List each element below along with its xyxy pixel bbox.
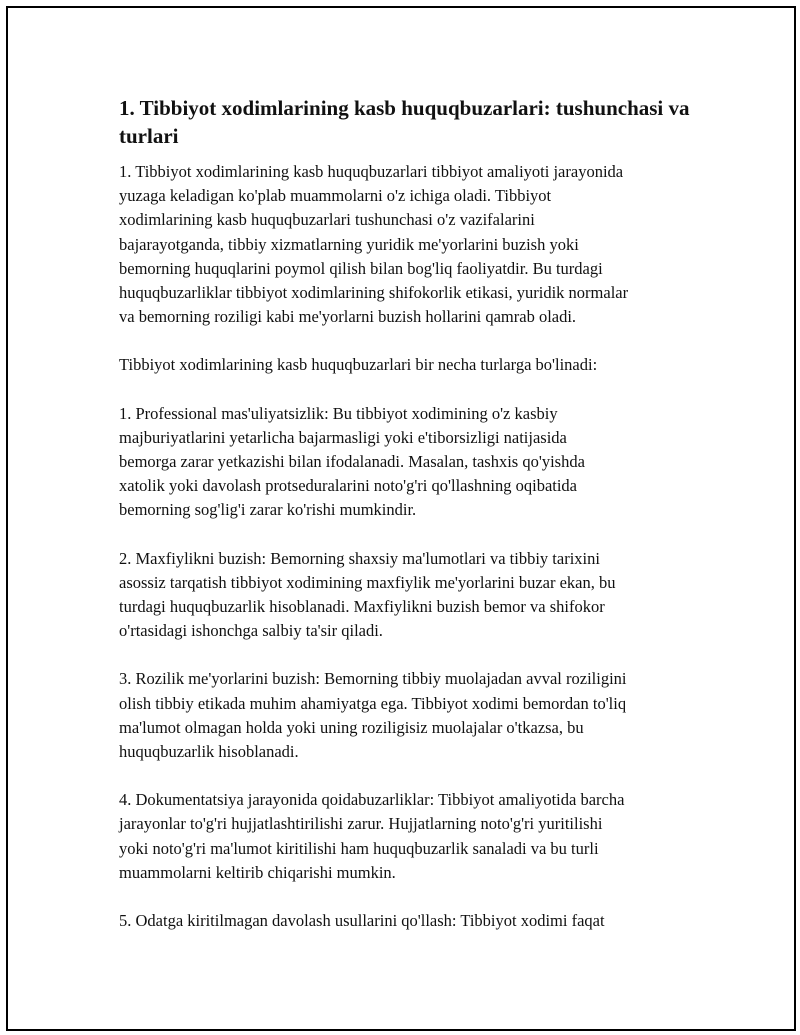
paragraph-type-4 — [119, 788, 699, 885]
paragraph-type-2 — [119, 547, 699, 644]
paragraph-type-3 — [119, 667, 699, 764]
text-line: Tibbiyot xodimlarining kasb huquqbuzarlari bir necha turlarga bo'linadi: — [119, 355, 598, 375]
text-line: bemorning huquqlarini poymol qilish bilan bog'liq faoliyatdir. Bu turdagi — [119, 258, 603, 278]
text-line: yuzaga keladigan ko'plab muammolarni o'z ichiga oladi. Tibbiyot — [119, 186, 552, 206]
text-line: ma'lumot olmagan holda yoki uning roziligisiz muolajalar o'tkazsa, bu — [119, 717, 584, 737]
title-line: va turlari — [119, 96, 690, 148]
text-line: yoki noto'g'ri ma'lumot kiritilishi ham huquqbuzarlik sanaladi va bu turli — [119, 838, 599, 858]
text-line: bajarayotganda, tibbiy xizmatlarning yuridik me'yorlarini buzish yoki — [119, 234, 579, 254]
text-line: turdagi huquqbuzarlik hisoblanadi. Maxfiylikni buzish bemor va shifokor — [119, 597, 605, 617]
text-line: muammolarni keltirib chiqarishi mumkin. — [119, 862, 396, 882]
text-line: majburiyatlarini yetarlicha bajarmasligi yoki e'tiborsizligi natijasida — [119, 427, 567, 447]
text-line: 3. Rozilik me'yorlarini buzish: Bemorning tibbiy muolajadan avval roziligini — [119, 669, 627, 689]
text-line: bemorning sog'lig'i zarar ko'rishi mumkindir. — [119, 500, 417, 520]
document-body — [119, 94, 699, 957]
text-line: o'rtasidagi ishonchga salbiy ta'sir qiladi. — [119, 621, 383, 641]
paragraph-intro — [119, 160, 699, 329]
text-line: xatolik yoki davolash protseduralarini noto'g'ri qo'llashning oqibatida — [119, 476, 578, 496]
paragraph-types-intro — [119, 353, 699, 377]
paragraph-type-1 — [119, 402, 699, 523]
text-line: 1. Tibbiyot xodimlarining kasb huquqbuzarlari tibbiyot amaliyoti jarayonida — [119, 162, 624, 181]
title-line: 1. Tibbiyot xodimlarining kasb huquqbuzarlari: tushunchasi — [119, 96, 664, 120]
text-line: xodimlarining kasb huquqbuzarlari tushunchasi o'z vazifalarini — [119, 210, 535, 230]
document-title — [119, 94, 699, 150]
text-line: huquqbuzarlik hisoblanadi. — [119, 742, 299, 762]
text-line: jarayonlar to'g'ri hujjatlashtirilishi zarur. Hujjatlarning noto'g'ri yuritilishi — [119, 814, 603, 834]
text-line: 2. Maxfiylikni buzish: Bemorning shaxsiy ma'lumotlari va tibbiy tarixini — [119, 548, 600, 568]
text-line: 5. Odatga kiritilmagan davolash usullarini qo'llash: Tibbiyot xodimi faqat — [119, 911, 605, 931]
paragraph-type-5 — [119, 909, 699, 933]
text-line: huquqbuzarliklar tibbiyot xodimlarining shifokorlik etikasi, yuridik normalar — [119, 283, 629, 303]
text-line: bemorga zarar yetkazishi bilan ifodalanadi. Masalan, tashxis qo'yishda — [119, 452, 585, 472]
text-line: va bemorning roziligi kabi me'yorlarni buzish hollarini qamrab oladi. — [119, 307, 577, 327]
text-line: olish tibbiy etikada muhim ahamiyatga ega. Tibbiyot xodimi bemordan to'liq — [119, 693, 627, 713]
text-line: 4. Dokumentatsiya jarayonida qoidabuzarliklar: Tibbiyot amaliyotida barcha — [119, 790, 625, 810]
text-line: 1. Professional mas'uliyatsizlik: Bu tibbiyot xodimining o'z kasbiy — [119, 403, 558, 423]
text-line: asossiz tarqatish tibbiyot xodimining maxfiylik me'yorlarini buzar ekan, bu — [119, 572, 616, 592]
document-page — [6, 6, 796, 1031]
